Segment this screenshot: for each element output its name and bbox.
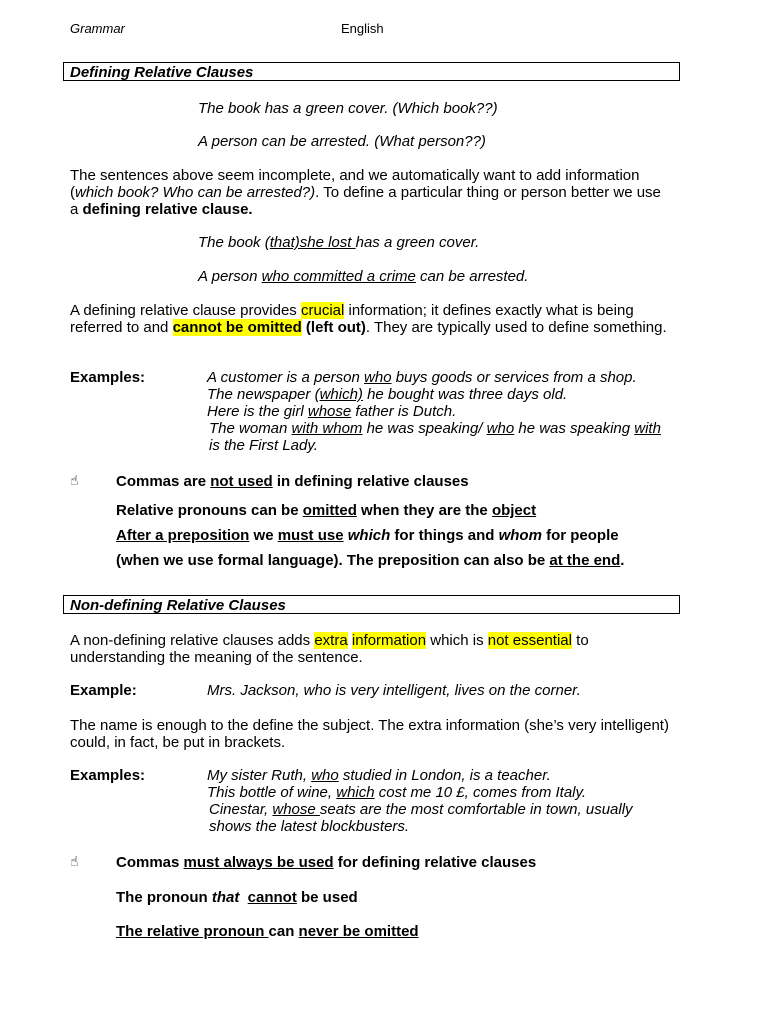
pointing-hand-icon: ☝ [70, 472, 79, 488]
example-line: Mrs. Jackson, who is very intelligent, lives on the corner. [207, 682, 581, 699]
rule-note: After a preposition we must use which for things and whom for people [116, 527, 619, 544]
example-line: This bottle of wine, which cost me 10 £, comes from Italy. [207, 784, 587, 801]
rule-note: (when we use formal language). The preposition can also be at the end. [116, 552, 625, 569]
question-sentence: A person can be arrested. (What person??) [198, 133, 486, 150]
example-line: The woman with whom he was speaking/ who he was speaking with [209, 420, 661, 437]
rule-note: The pronoun that cannot be used [116, 889, 358, 906]
intro-paragraph: The sentences above seem incomplete, and we automatically want to add information (which book? Who can be arrested?). To define a particular thing or person better we use a defining relative clause. [70, 167, 661, 218]
example-sentence: A person who committed a crime can be arrested. [198, 268, 529, 285]
example-line: My sister Ruth, who studied in London, is a teacher. [207, 767, 551, 784]
rule-note: Relative pronouns can be omitted when they are the object [116, 502, 537, 519]
example-label: Example: [70, 682, 137, 699]
example-line: Here is the girl whose father is Dutch. [207, 403, 457, 420]
section-title-box-non-defining [63, 595, 680, 614]
rule-note: The relative pronoun can never be omitted [116, 923, 419, 940]
header-language: English [341, 21, 384, 36]
example-line: is the First Lady. [209, 437, 318, 454]
example-sentence: The book (that)she lost has a green cover. [198, 234, 480, 251]
examples-label: Examples: [70, 369, 146, 386]
provides-paragraph: A defining relative clause provides crucial information; it defines exactly what is being referred to and cannot be omitted (left out). They are typically used to define something. [70, 302, 667, 336]
example-line: shows the latest blockbusters. [209, 818, 410, 835]
rule-note: Commas must always be used for defining relative clauses [116, 854, 537, 871]
examples-label: Examples: [70, 767, 146, 784]
example-line: A customer is a person who buys goods or services from a shop. [207, 369, 637, 386]
section-title: Non-defining Relative Clauses [70, 597, 286, 614]
section-title: Defining Relative Clauses [70, 64, 254, 81]
intro-paragraph: A non-defining relative clauses adds extra information which is not essential to understanding the meaning of the sentence. [70, 632, 589, 666]
question-sentence: The book has a green cover. (Which book??) [198, 100, 498, 117]
example-line: Cinestar, whose seats are the most comfortable in town, usually [209, 801, 633, 818]
header-subject: Grammar [70, 21, 125, 36]
rule-note: Commas are not used in defining relative clauses [116, 473, 469, 490]
example-line: The newspaper (which) he bought was three days old. [207, 386, 568, 403]
name-paragraph: The name is enough to the define the subject. The extra information (she’s very intelligent) could, in fact, be put in brackets. [70, 717, 669, 751]
section-title-box-defining [63, 62, 680, 81]
pointing-hand-icon: ☝ [70, 853, 79, 869]
